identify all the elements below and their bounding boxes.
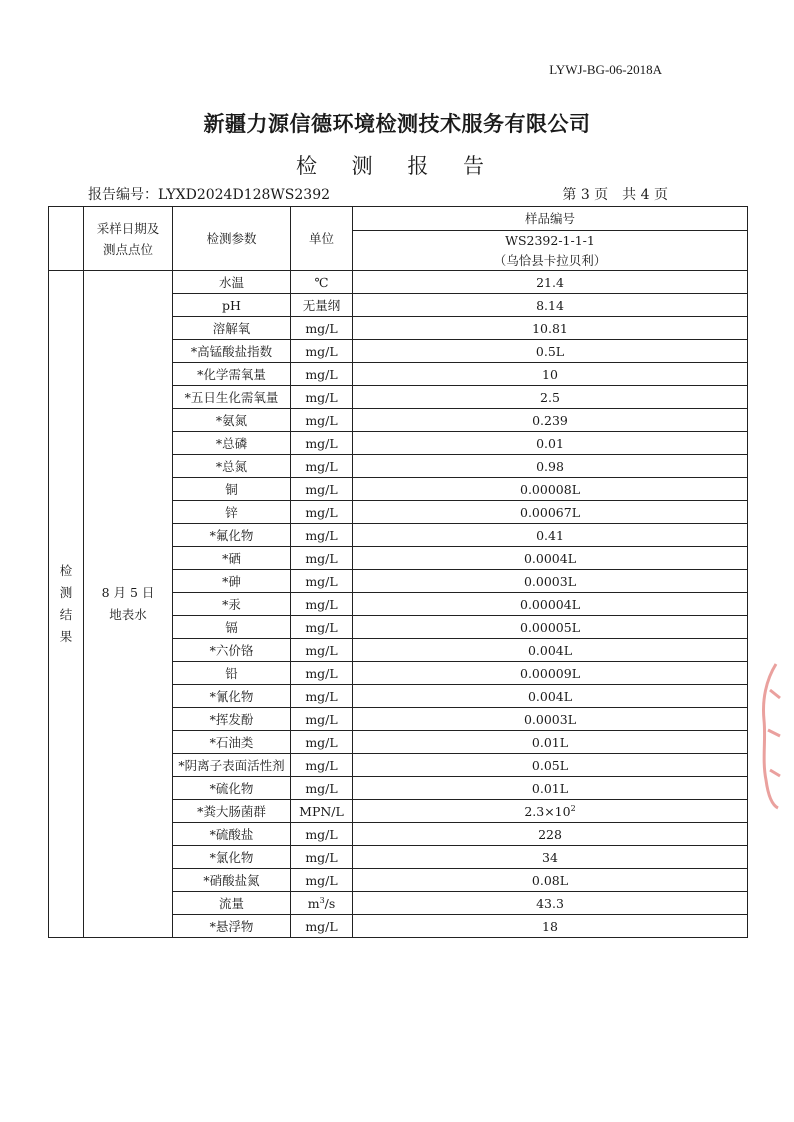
unit-cell: mg/L bbox=[291, 501, 353, 524]
param-cell: *氯化物 bbox=[173, 846, 291, 869]
unit-cell: mg/L bbox=[291, 662, 353, 685]
sampling-site-type: 地表水 bbox=[109, 607, 147, 622]
param-cell: *硫化物 bbox=[173, 777, 291, 800]
unit-cell: mg/L bbox=[291, 386, 353, 409]
unit-cell: mg/L bbox=[291, 524, 353, 547]
value-cell: 0.00005L bbox=[353, 616, 748, 639]
header-param: 检测参数 bbox=[173, 207, 291, 271]
unit-cell: mg/L bbox=[291, 317, 353, 340]
value-cell: 2.5 bbox=[353, 386, 748, 409]
value-cell: 0.0004L bbox=[353, 547, 748, 570]
unit-cell bbox=[291, 892, 353, 915]
param-cell: pH bbox=[173, 294, 291, 317]
value-cell: 0.00067L bbox=[353, 501, 748, 524]
section-label-char: 果 bbox=[59, 629, 73, 644]
param-cell: 铜 bbox=[173, 478, 291, 501]
value-cell: 0.5L bbox=[353, 340, 748, 363]
unit-cell: mg/L bbox=[291, 616, 353, 639]
header-sample-no: 样品编号 bbox=[353, 207, 748, 231]
unit-cell: mg/L bbox=[291, 478, 353, 501]
value-cell: 0.08L bbox=[353, 869, 748, 892]
param-cell: *汞 bbox=[173, 593, 291, 616]
section-label-char: 测 bbox=[59, 585, 73, 600]
value-exponent: 2 bbox=[570, 803, 576, 813]
param-cell: *总氮 bbox=[173, 455, 291, 478]
param-cell: *挥发酚 bbox=[173, 708, 291, 731]
value-cell: 0.239 bbox=[353, 409, 748, 432]
param-cell: *氟化物 bbox=[173, 524, 291, 547]
results-table bbox=[48, 206, 748, 938]
unit-cell: mg/L bbox=[291, 639, 353, 662]
section-label-char: 结 bbox=[59, 607, 73, 622]
unit-cell: mg/L bbox=[291, 593, 353, 616]
param-cell: *氰化物 bbox=[173, 685, 291, 708]
param-cell: 锌 bbox=[173, 501, 291, 524]
param-cell: *石油类 bbox=[173, 731, 291, 754]
stamp-mark bbox=[756, 660, 784, 810]
value-cell: 10 bbox=[353, 363, 748, 386]
value-cell: 228 bbox=[353, 823, 748, 846]
unit-tail: /s bbox=[324, 895, 336, 911]
value-cell: 0.41 bbox=[353, 524, 748, 547]
value-cell: 0.0003L bbox=[353, 570, 748, 593]
value-cell: 0.01L bbox=[353, 777, 748, 800]
value-cell: 0.004L bbox=[353, 685, 748, 708]
param-cell: 流量 bbox=[173, 892, 291, 915]
unit-cell: mg/L bbox=[291, 547, 353, 570]
unit-cell: mg/L bbox=[291, 754, 353, 777]
param-cell: *悬浮物 bbox=[173, 915, 291, 938]
unit-cell: mg/L bbox=[291, 685, 353, 708]
unit-cell: mg/L bbox=[291, 915, 353, 938]
unit-cell: mg/L bbox=[291, 823, 353, 846]
sampling-date-site-cell bbox=[84, 271, 173, 938]
param-cell: *硫酸盐 bbox=[173, 823, 291, 846]
unit-cell: mg/L bbox=[291, 432, 353, 455]
table-row bbox=[49, 271, 748, 294]
param-cell: *五日生化需氧量 bbox=[173, 386, 291, 409]
value-cell: 0.05L bbox=[353, 754, 748, 777]
company-name: 新疆力源信德环境检测技术服务有限公司 bbox=[203, 112, 591, 136]
report-number: 报告编号：LYXD2024D128WS2392 bbox=[88, 187, 331, 203]
value-cell: 34 bbox=[353, 846, 748, 869]
value-cell: 10.81 bbox=[353, 317, 748, 340]
param-cell: *阴离子表面活性剂 bbox=[173, 754, 291, 777]
value-cell: 0.004L bbox=[353, 639, 748, 662]
value-cell: 0.0003L bbox=[353, 708, 748, 731]
param-cell: *氨氮 bbox=[173, 409, 291, 432]
value-cell: 0.01 bbox=[353, 432, 748, 455]
unit-cell: mg/L bbox=[291, 363, 353, 386]
param-cell: *总磷 bbox=[173, 432, 291, 455]
value-cell: 43.3 bbox=[353, 892, 748, 915]
value-cell: 0.00004L bbox=[353, 593, 748, 616]
section-label-char: 检 bbox=[59, 563, 73, 578]
blank-corner-cell bbox=[49, 207, 84, 271]
param-cell: *硝酸盐氮 bbox=[173, 869, 291, 892]
value-cell: 0.00008L bbox=[353, 478, 748, 501]
param-cell: *粪大肠菌群 bbox=[173, 800, 291, 823]
header-date-site: 采样日期及测点点位 bbox=[84, 207, 173, 271]
value-cell: 0.01L bbox=[353, 731, 748, 754]
value-cell: 18 bbox=[353, 915, 748, 938]
unit-cell: mg/L bbox=[291, 455, 353, 478]
unit-cell: mg/L bbox=[291, 570, 353, 593]
sampling-date: 8 月 5 日 bbox=[101, 585, 155, 600]
unit-cell: mg/L bbox=[291, 340, 353, 363]
param-cell: *高锰酸盐指数 bbox=[173, 340, 291, 363]
value-cell: 0.98 bbox=[353, 455, 748, 478]
unit-cell: mg/L bbox=[291, 846, 353, 869]
param-cell: 溶解氧 bbox=[173, 317, 291, 340]
param-cell: 水温 bbox=[173, 271, 291, 294]
value-cell: 8.14 bbox=[353, 294, 748, 317]
param-cell: *化学需氧量 bbox=[173, 363, 291, 386]
report-title: 检 测 报 告 bbox=[295, 154, 499, 178]
page-info: 第 3 页 共 4 页 bbox=[562, 187, 668, 203]
unit-cell: ℃ bbox=[291, 271, 353, 294]
header-sample-id: WS2392-1-1-1 bbox=[353, 231, 748, 251]
header-sample-location: （乌恰县卡拉贝利） bbox=[353, 251, 748, 271]
param-cell: *硒 bbox=[173, 547, 291, 570]
param-cell: 铅 bbox=[173, 662, 291, 685]
param-cell: *砷 bbox=[173, 570, 291, 593]
value-base: 2.3×10 bbox=[524, 803, 571, 819]
value-cell: 0.00009L bbox=[353, 662, 748, 685]
value-cell: 21.4 bbox=[353, 271, 748, 294]
section-label-cell bbox=[49, 271, 84, 938]
header-unit: 单位 bbox=[291, 207, 353, 271]
param-cell: *六价铬 bbox=[173, 639, 291, 662]
unit-cell: mg/L bbox=[291, 777, 353, 800]
unit-cell: mg/L bbox=[291, 869, 353, 892]
unit-cell: mg/L bbox=[291, 731, 353, 754]
unit-base: m bbox=[307, 895, 320, 911]
unit-cell: mg/L bbox=[291, 409, 353, 432]
unit-cell: 无量纲 bbox=[291, 294, 353, 317]
unit-cell: mg/L bbox=[291, 708, 353, 731]
unit-superscript: 3 bbox=[319, 895, 325, 905]
unit-cell: MPN/L bbox=[291, 800, 353, 823]
document-code: LYWJ-BG-06-2018A bbox=[549, 62, 662, 77]
param-cell: 镉 bbox=[173, 616, 291, 639]
value-cell bbox=[353, 800, 748, 823]
